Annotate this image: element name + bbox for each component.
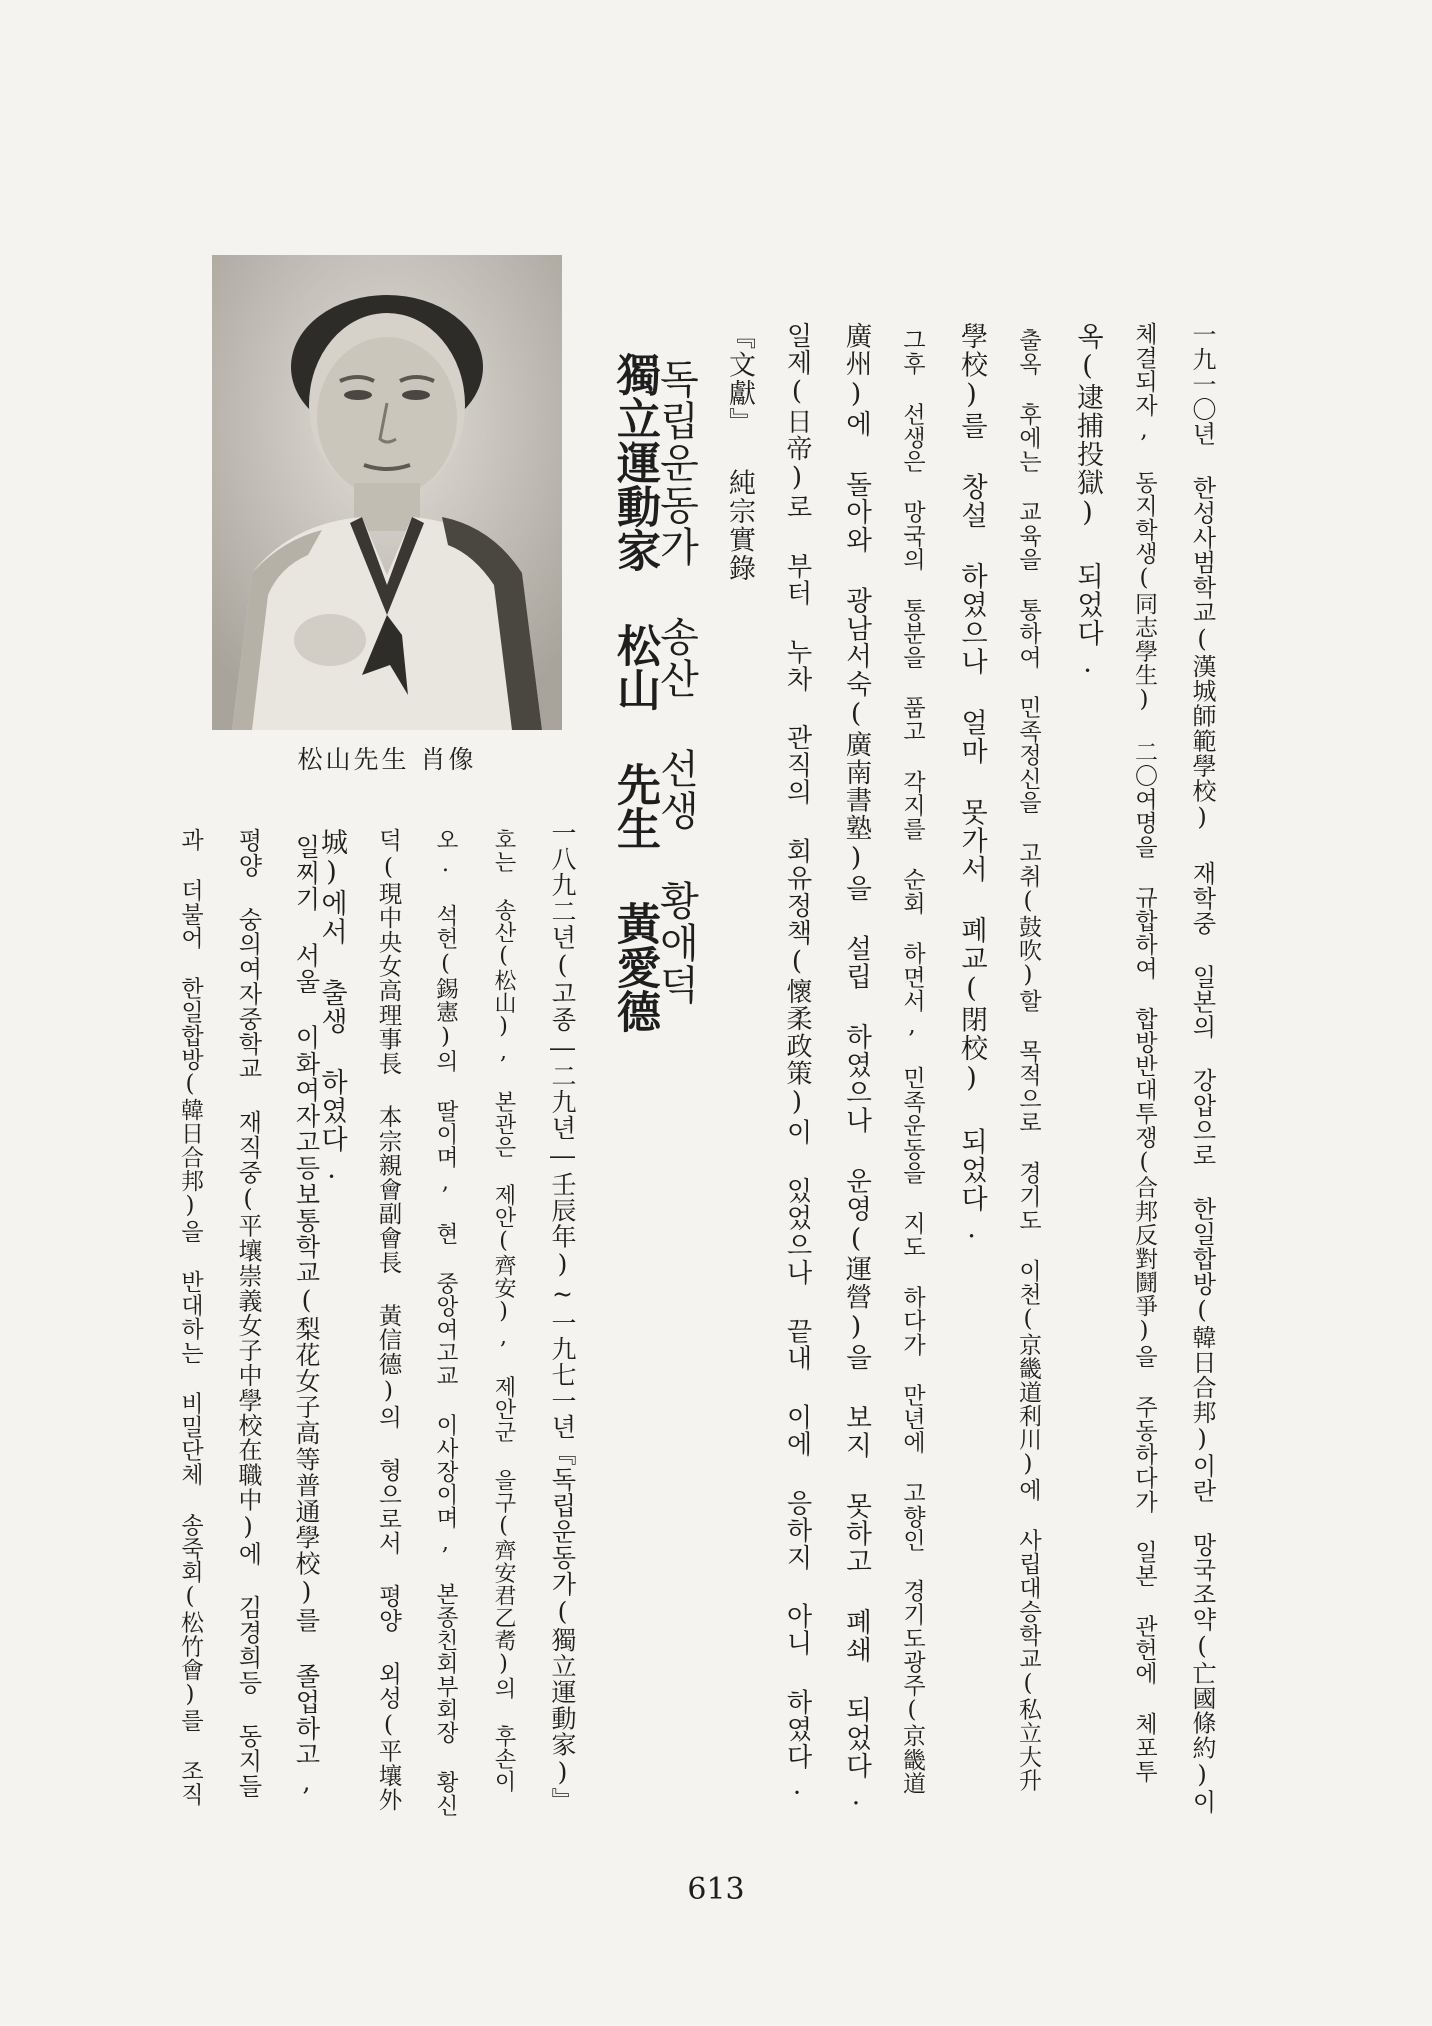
lower-column-3: 오. 석헌(錫憲)의 딸이며, 현 중앙여고교 이사장이며, 본종친회부회장 황신 <box>432 828 459 1818</box>
lower-column-5: 城)에서 출생 하였다. <box>316 828 347 1186</box>
upper-column-source: 『文獻』 純宗實錄 <box>724 322 755 583</box>
upper-column-1: 一九一〇년 한성사범학교(漢城師範學校) 재학중 일본의 강압으로 한일합방(韓日合邦)이란 망국조약(亡國條約)이 <box>1188 322 1216 1815</box>
lower-column-4: 덕(現中央女高理事長 本宗親會副會長 黃信德)의 형으로서 평양 외성(平壤外 <box>374 828 403 1812</box>
upper-column-3: 옥(逮捕投獄) 되었다. <box>1072 322 1103 680</box>
lower-column-6: 일찌기 서울 이화여자고등보통학교(梨花女子高等普通學校)를 졸업하고, <box>292 834 321 1798</box>
lower-column-8: 과 더불어 한일합방(韓日合邦)을 반대하는 비밀단체 송죽회(松竹會)를 조직 <box>177 828 203 1806</box>
heading-korean: 독립운동가 송산 선생 황애덕 <box>653 358 699 1006</box>
upper-column-5: 學校)를 창설 하였으나 얼마 못가서 폐교(閉校) 되었다. <box>956 322 987 1246</box>
upper-column-7: 廣州)에 돌아와 광남서숙(廣南書塾)을 설립 하였으나 운영(運營)을 보지 못하고 폐쇄 되었다. <box>840 322 872 1813</box>
portrait-caption: 松山先生 肖像 <box>297 745 477 774</box>
lower-column-1: 一八九二년(고종―二九년―壬辰年)~一九七一년『독립운동가(獨立運動家)』 <box>548 820 577 1814</box>
portrait-photo <box>212 255 562 730</box>
portrait-image <box>212 255 562 730</box>
lower-column-2: 호는 송산(松山), 본관은 제안(齊安), 제안군 을구(齊安君乙耉)의 후손이 <box>491 828 516 1793</box>
upper-column-2: 체결되자, 동지학생(同志學生) 二〇여명을 규합하여 합방반대투쟁(合邦反對鬪爭)을 주동하다가 일본 관헌에 체포투 <box>1131 322 1157 1783</box>
page-number: 613 <box>687 1872 745 1907</box>
upper-column-4: 출옥 후에는 교육을 통하여 민족정신을 고취(鼓吹)할 목적으로 경기도 이천(京畿道利川)에 사립대승학교(私立大升 <box>1015 328 1041 1792</box>
upper-column-6: 그후 선생은 망국의 통분을 품고 각지를 순회 하면서, 민족운동을 지도 하다가 만년에 고향인 경기도광주(京畿道 <box>899 328 925 1795</box>
heading-hanja: 獨立運動家 松山 先生 黃愛德 <box>609 352 660 1033</box>
lower-column-7: 평양 숭의여자중학교 재직중(平壤崇義女子中學校在職中)에 김경희등 동지들 <box>234 828 262 1799</box>
upper-column-8: 일제(日帝)로 부터 누차 관직의 회유정책(懷柔政策)이 있었으나 끝내 이에 응하지 아니 하였다. <box>782 322 812 1802</box>
